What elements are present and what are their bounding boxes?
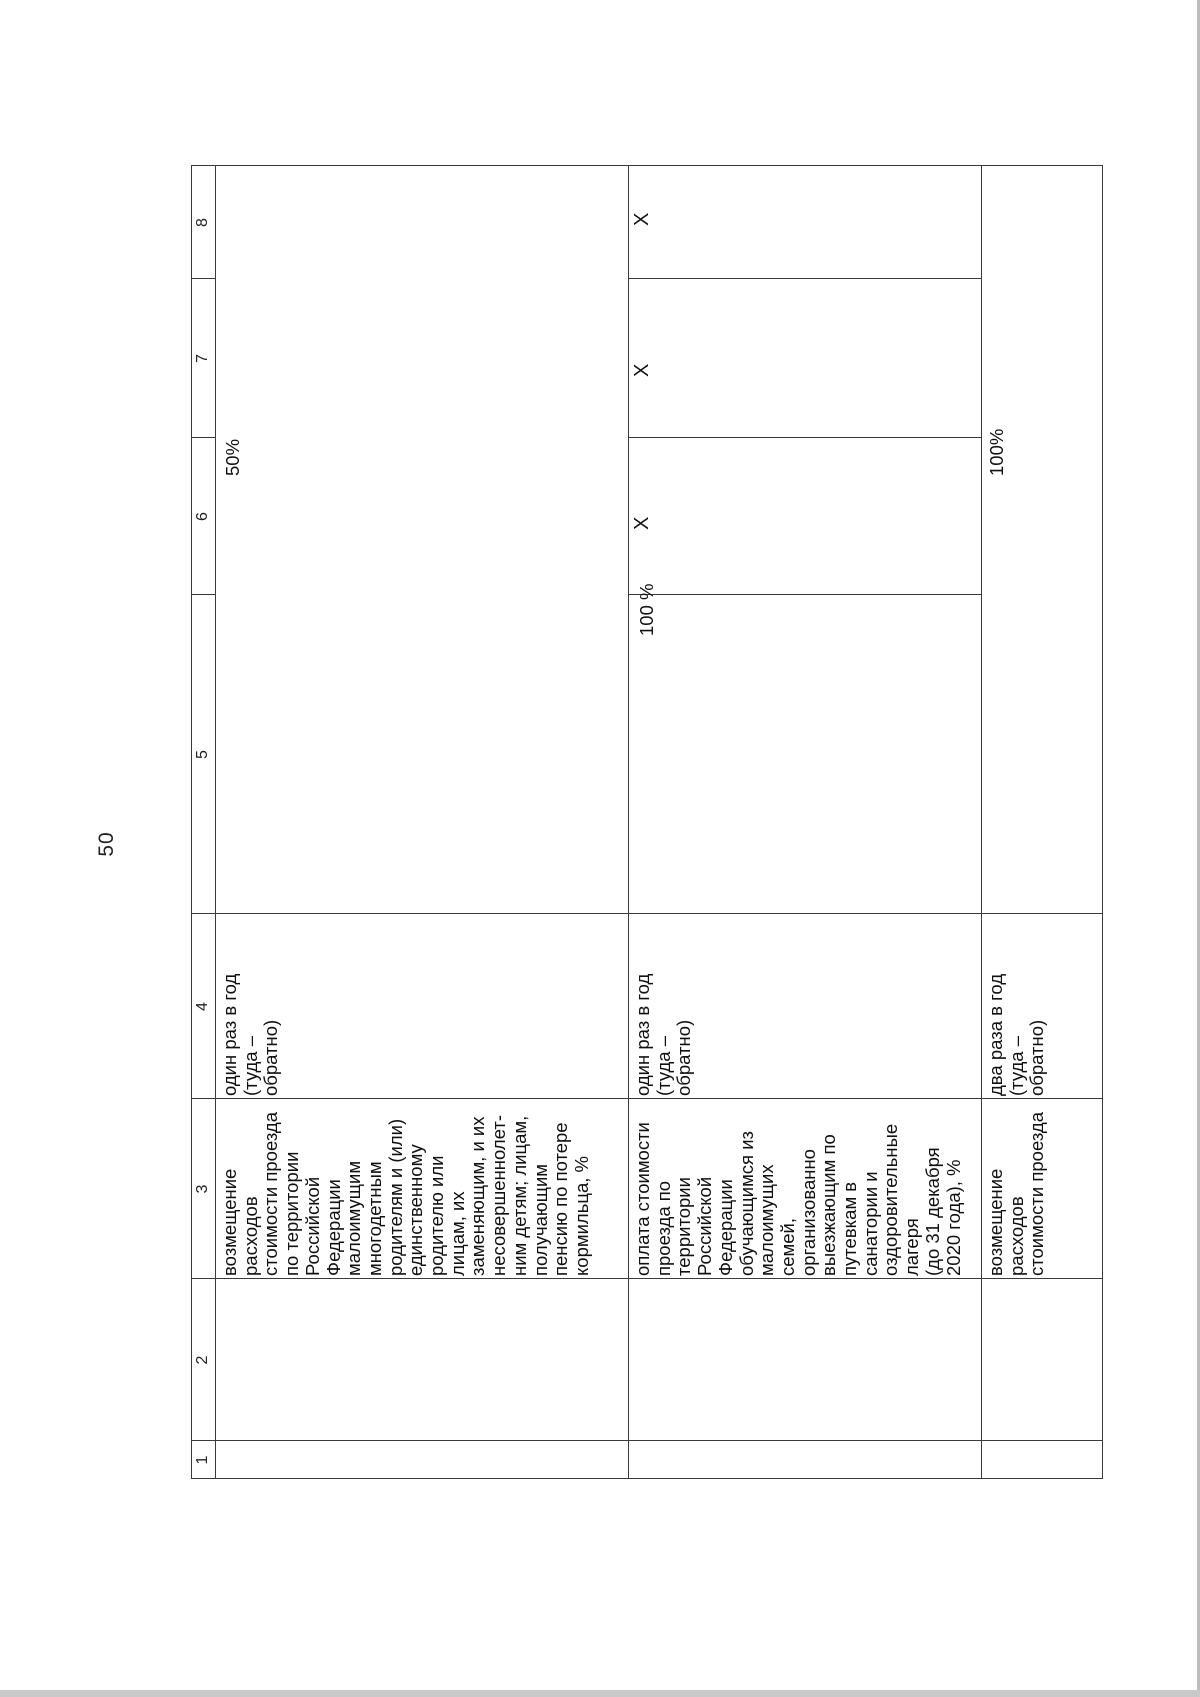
col-border-3-4 [191,1098,1103,1099]
row2-sep-5-6 [628,594,981,595]
rotated-table [191,165,1103,1479]
row2-col6-value: X [631,516,653,530]
col-border-4-5 [191,913,1103,914]
row2-indicator: оплата стоимости проезда по территории Российской Федерации обучающимся из малоимущих семей, организованно выезжающим по путевкам в санатории и оздоровительные лагеря (до 31 декабря 2020 года), % [632,1122,964,1276]
row2-col7-value: X [631,363,653,377]
column-number-1: 1 [194,1455,211,1465]
column-number-2: 2 [194,1355,211,1365]
column-number-3: 3 [194,1184,211,1194]
column-number-5: 5 [194,750,211,759]
column-number-8: 8 [194,218,211,227]
row2-col8-value: X [631,212,653,226]
row2-frequency: один раз в год (туда – обратно) [632,973,695,1096]
row2-sep-6-7 [628,437,981,438]
column-number-7: 7 [194,354,211,363]
row2-sep-7-8 [628,278,981,279]
header-row-border [215,165,216,1479]
column-number-6: 6 [194,512,211,521]
row2-border [981,165,982,1479]
row3-frequency: два раза в год (туда – обратно) [985,973,1048,1096]
row3-value: 100% [986,428,1007,476]
row3-indicator: возмещение расходов стоимости проезда [985,1112,1048,1276]
row1-value: 50% [222,438,243,476]
row1-frequency: один раз в год (туда – обратно) [219,973,282,1096]
row1-border [628,165,629,1479]
col-border-right [191,165,1103,166]
row2-col5-value: 100 % [636,583,657,636]
table-bottom-border [1102,165,1103,1479]
scan-bottom-shadow [0,1690,1200,1697]
col-border-1-2 [191,1440,1103,1441]
col-border-2-3 [191,1278,1103,1279]
col-border-left [191,1478,1103,1479]
page-number: 50 [95,831,118,857]
row1-indicator: возмещение расходов стоимости проезда по территории Российской Федерации малоимущим многодетным родителям и (или) единственному родителю или лицам, их заменяющим, и их несовершеннолет- ним детям; лицам, получающим пенсию по потере кормильца, % [219,1112,592,1276]
column-number-4: 4 [194,1002,211,1011]
